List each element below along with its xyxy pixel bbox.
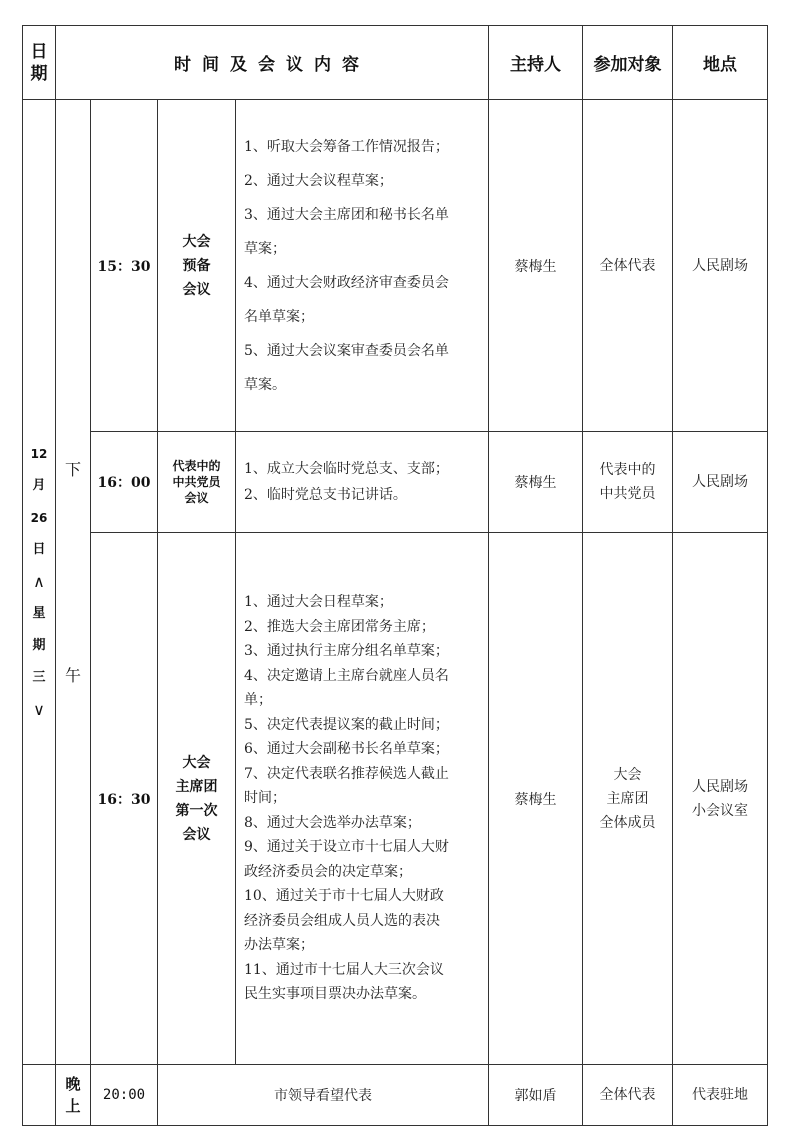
content-line: 名单草案； <box>244 308 314 325</box>
header-host: 主持人 <box>489 26 583 100</box>
content-line: 办法草案； <box>244 937 314 954</box>
meeting-participants: 代表中的 中共党员 <box>583 432 673 533</box>
meeting-content <box>236 100 489 432</box>
meeting-time: 16：30 <box>91 533 158 1065</box>
meeting-participants: 大会 主席团 全体成员 <box>583 533 673 1065</box>
meeting-row <box>23 432 768 533</box>
meeting-time: 15：30 <box>91 100 158 432</box>
meeting-location: 人民剧场 <box>673 432 768 533</box>
content-line: 2、临时党总支书记讲话。 <box>244 487 407 503</box>
content-line: 2、通过大会议程草案； <box>244 172 393 189</box>
meeting-host: 郭如盾 <box>489 1065 583 1126</box>
content-line: 2、推选大会主席团常务主席； <box>244 618 435 635</box>
content-line: 8、通过大会选举办法草案； <box>244 814 421 831</box>
content-line: 6、通过大会副秘书长名单草案； <box>244 741 449 758</box>
evening-cell: 晚 上 <box>56 1065 91 1126</box>
content-line: 10、通过关于市十七届人大财政 <box>244 888 444 905</box>
header-date: 日 期 <box>23 26 56 100</box>
evening-row <box>23 1065 768 1126</box>
meeting-content <box>236 432 489 533</box>
meeting-host: 蔡梅生 <box>489 100 583 432</box>
meeting-title: 大会 主席团 第一次 会议 <box>158 533 236 1065</box>
header-row <box>23 26 768 100</box>
meeting-title: 代表中的 中共党员 会议 <box>158 432 236 533</box>
meeting-time: 20:00 <box>91 1065 158 1126</box>
meeting-location: 代表驻地 <box>673 1065 768 1126</box>
content-line: 草案； <box>244 240 286 257</box>
content-line: 1、通过大会日程草案； <box>244 594 393 611</box>
meeting-location: 人民剧场 <box>673 100 768 432</box>
meeting-title: 大会 预备 会议 <box>158 100 236 432</box>
meeting-host: 蔡梅生 <box>489 432 583 533</box>
content-line: 5、通过大会议案审查委员会名单 <box>244 342 449 359</box>
content-line: 政经济委员会的决定草案； <box>244 863 412 880</box>
content-line: 经济委员会组成人员人选的表决 <box>244 912 440 929</box>
meeting-participants: 全体代表 <box>583 100 673 432</box>
meeting-time: 16：00 <box>91 432 158 533</box>
content-line: 单； <box>244 692 272 709</box>
meeting-content: 市领导看望代表 <box>158 1065 489 1126</box>
content-line: 9、通过关于设立市十七届人大财 <box>244 839 449 856</box>
content-line: 11、通过市十七届人大三次会议 <box>244 961 444 978</box>
evening-date-cell <box>23 1065 56 1126</box>
content-line: 1、成立大会临时党总支、支部； <box>244 461 449 477</box>
content-line: 5、决定代表提议案的截止时间； <box>244 716 449 733</box>
content-line: 1、听取大会筹备工作情况报告； <box>244 138 449 155</box>
meeting-location: 人民剧场 小会议室 <box>673 533 768 1065</box>
content-line: 民生实事项目票决办法草案。 <box>244 986 426 1003</box>
content-line: 时间； <box>244 790 286 807</box>
header-participants: 参加对象 <box>583 26 673 100</box>
meeting-row <box>23 533 768 1065</box>
header-time-content: 时间及会议内容 <box>56 26 489 100</box>
meeting-host: 蔡梅生 <box>489 533 583 1065</box>
meeting-participants: 全体代表 <box>583 1065 673 1126</box>
content-line: 4、决定邀请上主席台就座人员名 <box>244 667 449 684</box>
date-cell: 12 月 26 日 ∧ 星 期 三 ∨ <box>23 100 56 1065</box>
content-line: 3、通过执行主席分组名单草案； <box>244 643 449 660</box>
content-line: 4、通过大会财政经济审查委员会 <box>244 274 449 291</box>
meeting-content <box>236 533 489 1065</box>
content-line: 7、决定代表联名推荐候选人截止 <box>244 765 449 782</box>
meeting-row <box>23 100 768 432</box>
afternoon-cell: 下 午 <box>56 100 91 1065</box>
agenda-table <box>22 25 768 1126</box>
content-line: 3、通过大会主席团和秘书长名单 <box>244 206 449 223</box>
header-location: 地点 <box>673 26 768 100</box>
content-line: 草案。 <box>244 376 286 393</box>
